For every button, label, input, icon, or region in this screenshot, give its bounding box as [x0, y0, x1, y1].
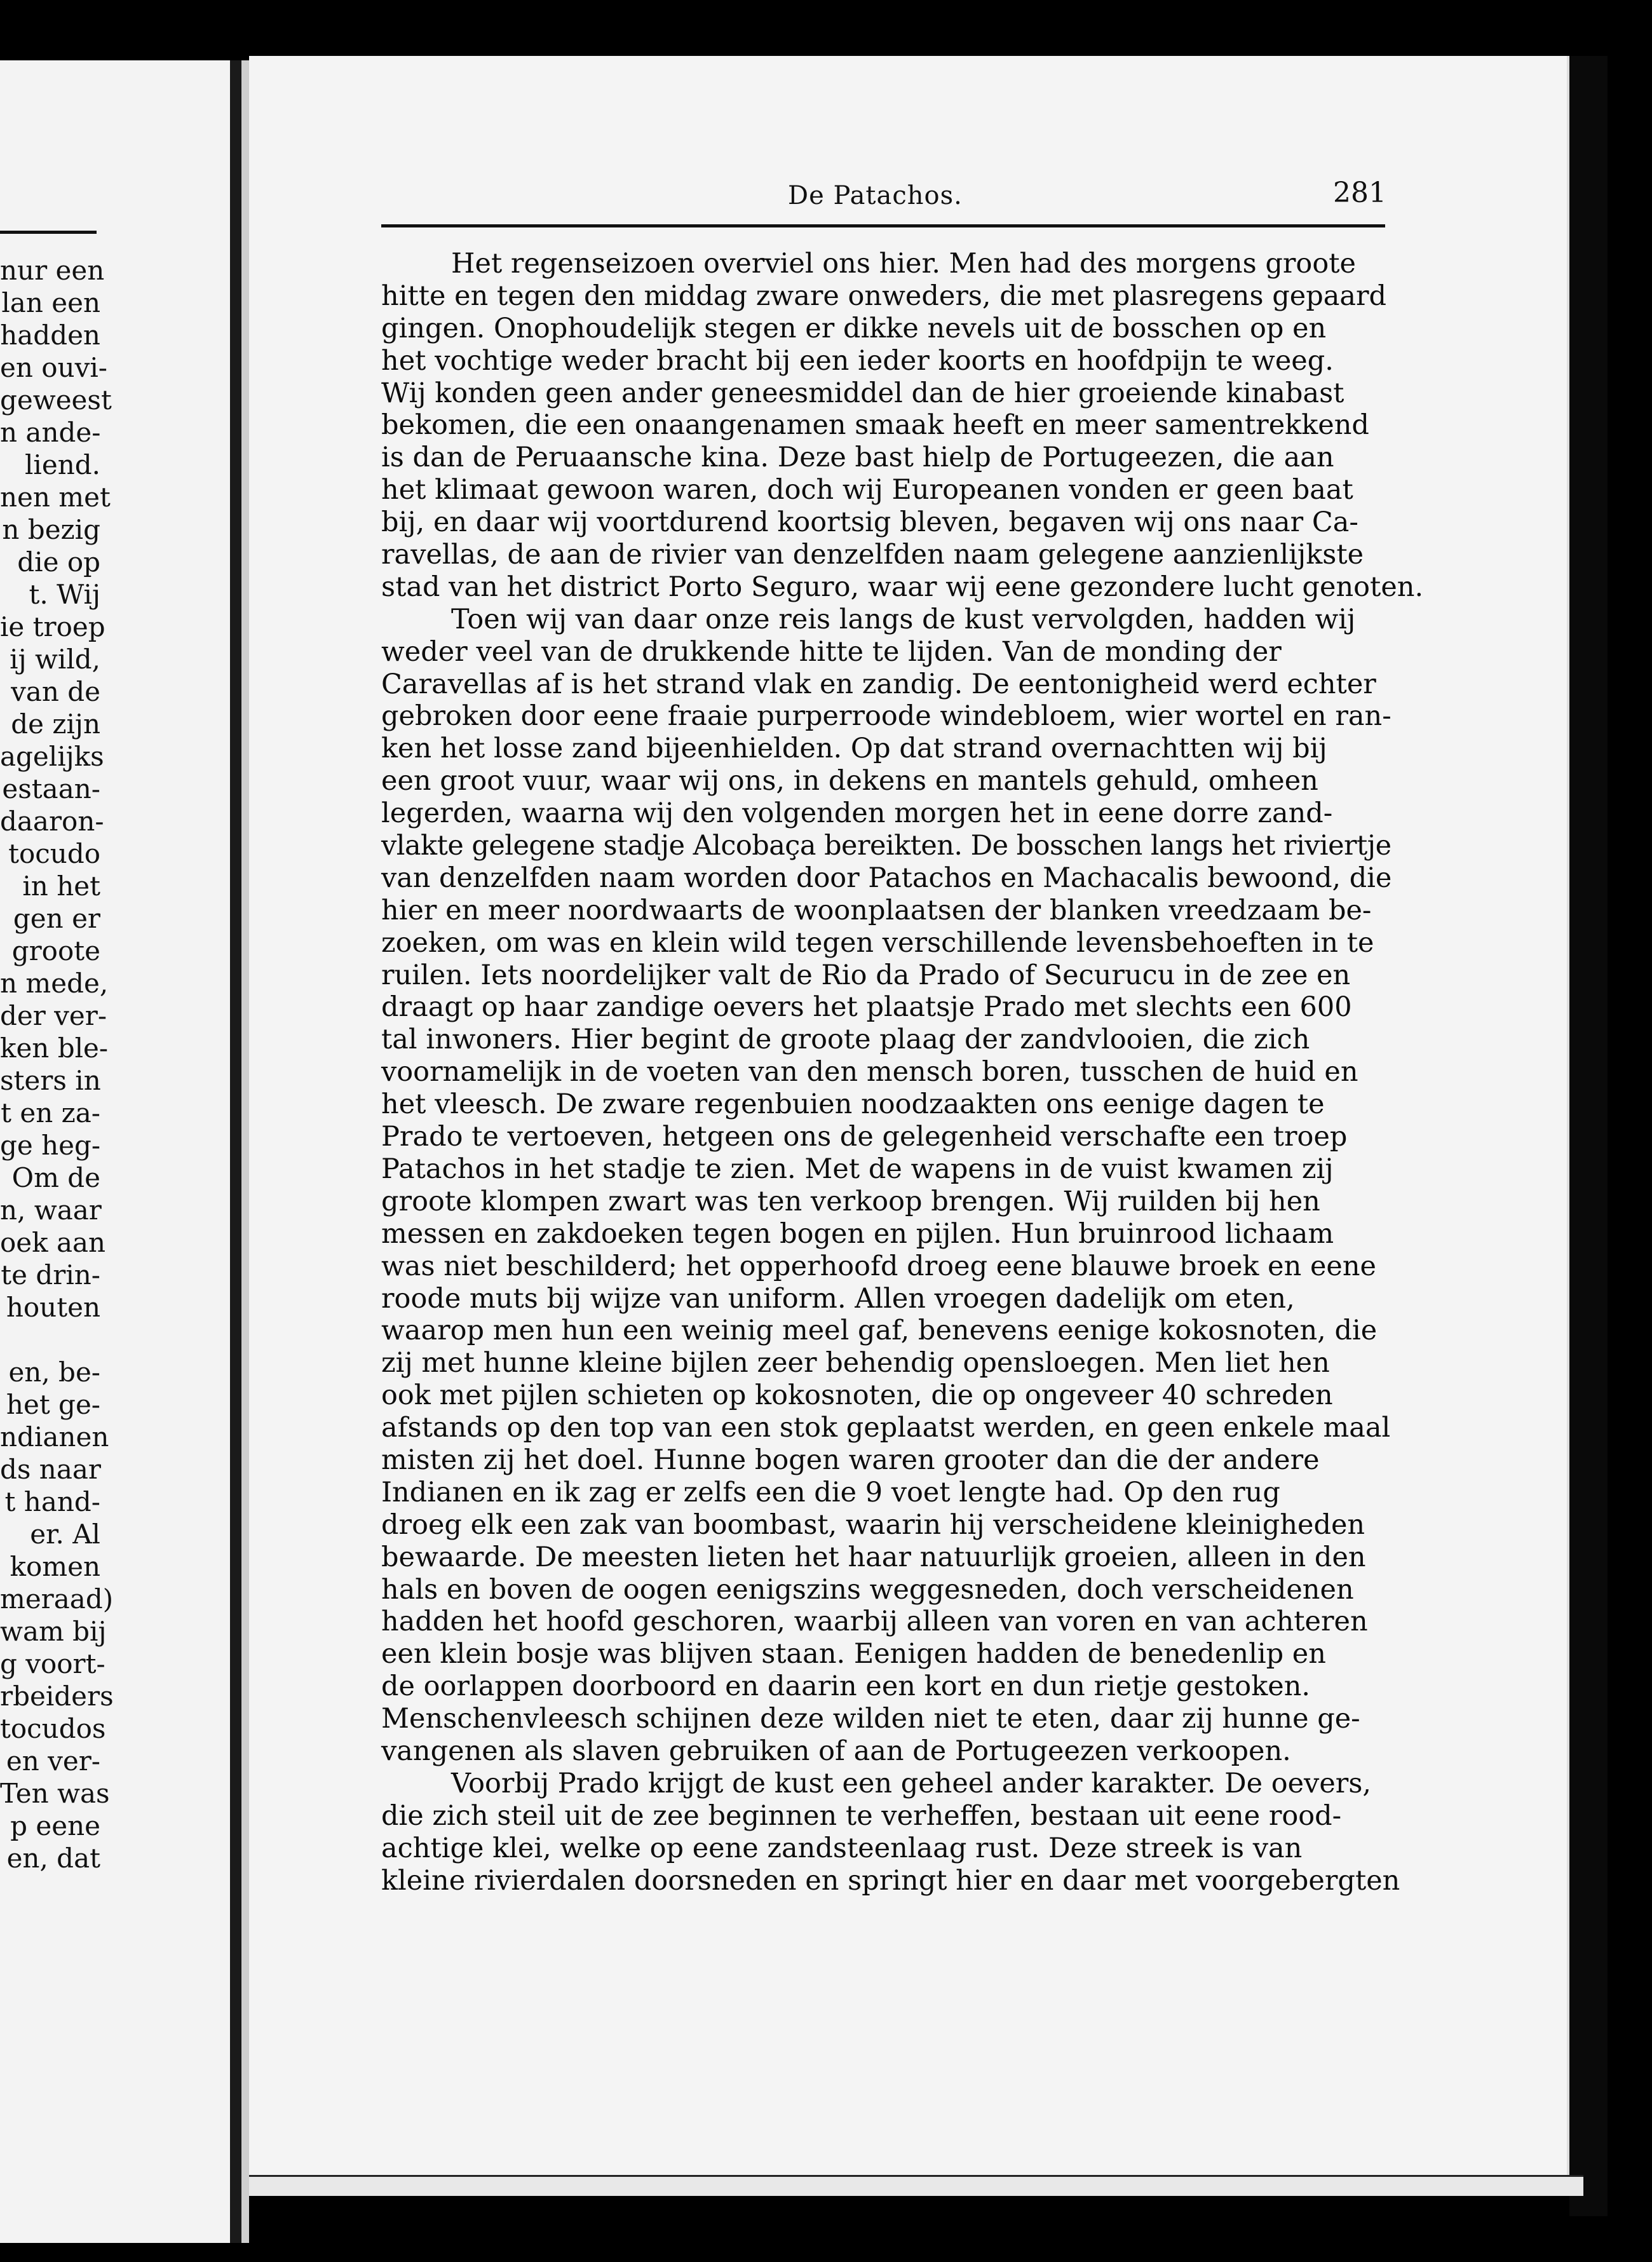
previous-page-line: ge heg- — [0, 1130, 101, 1161]
previous-page-line: en, be- — [8, 1357, 100, 1388]
body-line: hals en boven de oogen eenigszins weggesneden, doch verscheidenen — [381, 1573, 1354, 1606]
previous-page-line — [0, 1324, 100, 1356]
body-line: het vochtige weder bracht bij een ieder koorts en hoofdpijn te weeg. — [381, 344, 1334, 377]
body-text — [381, 248, 1424, 1897]
body-line: een klein bosje was blijven staan. Eenigen hadden de benedenlip en — [381, 1638, 1326, 1670]
previous-page-line: liend. — [24, 449, 100, 480]
previous-page-line: Ten was — [0, 1778, 110, 1809]
body-line: een groot vuur, waar wij ons, in dekens en mantels gehuld, omheen — [381, 765, 1318, 797]
body-line: bekomen, die een onaangenamen smaak heeft en meer samentrekkend — [381, 409, 1369, 442]
previous-page-line: t hand- — [4, 1486, 100, 1517]
previous-page-line: t. Wij — [29, 579, 100, 610]
body-line: hitte en tegen den middag zware onweders, die met plasregens gepaard — [381, 280, 1387, 312]
body-line: zij met hunne kleine bijlen zeer behendig opensloegen. Men liet hen — [381, 1347, 1330, 1379]
previous-page-line: ij wild, — [10, 644, 100, 675]
body-line: afstands op den top van een stok geplaatst werden, en geen enkele maal — [381, 1412, 1391, 1444]
previous-page-line: n mede, — [0, 968, 109, 999]
body-line: Menschenvleesch schijnen deze wilden niet te eten, daar zij hunne ge- — [381, 1703, 1360, 1735]
book-gutter — [230, 60, 241, 2243]
body-line: Prado te vertoeven, hetgeen ons de gelegenheid verschafte een troep — [381, 1121, 1348, 1153]
body-line: vlakte gelegene stadje Alcobaça bereikten. De bosschen langs het riviertje — [381, 830, 1391, 862]
body-line: draagt op haar zandige oevers het plaatsje Prado met slechts een 600 — [381, 991, 1352, 1024]
previous-page-line: sters in — [0, 1065, 101, 1096]
body-line: Toen wij van daar onze reis langs de kust vervolgden, hadden wij — [451, 603, 1356, 635]
previous-page-line: wam bij — [0, 1616, 107, 1647]
previous-page-line: van de — [11, 676, 100, 707]
previous-page-header-rule — [0, 231, 97, 234]
previous-page-line: ndianen — [0, 1421, 109, 1453]
body-line: het klimaat gewoon waren, doch wij Europeanen vonden er geen baat — [381, 474, 1353, 506]
previous-page-line: ds naar — [0, 1454, 101, 1485]
page-bottom-edge — [249, 2175, 1583, 2196]
previous-page-line: en, dat — [6, 1843, 100, 1874]
previous-page-line: n ande- — [0, 417, 101, 448]
previous-page-line: Om de — [11, 1162, 100, 1193]
previous-page-line: groote — [11, 935, 100, 966]
previous-page-line: in het — [22, 870, 100, 902]
previous-page-line: t en za- — [1, 1097, 100, 1128]
body-line: het vleesch. De zware regenbuien noodzaakten ons eenige dagen te — [381, 1088, 1325, 1121]
previous-page-line: hadden — [0, 320, 100, 351]
previous-page-line: lan een — [1, 287, 100, 318]
gutter-highlight — [241, 60, 249, 2243]
body-line: Wij konden geen ander geneesmiddel dan de hier groeiende kinabast — [381, 377, 1344, 409]
previous-page-line: nur een — [0, 255, 105, 286]
previous-page-line: geweest — [0, 384, 112, 416]
body-line: weder veel van de drukkende hitte te lijden. Van de monding der — [381, 635, 1282, 668]
previous-page-line: estaan- — [2, 773, 100, 804]
previous-page-line: nen met — [0, 482, 111, 513]
header-rule — [381, 224, 1385, 227]
page-edge-shadow — [1569, 56, 1608, 2216]
previous-page-line: n, waar — [0, 1195, 102, 1226]
body-line: Caravellas af is het strand vlak en zandig. De eentonigheid werd echter — [381, 668, 1376, 700]
body-line: was niet beschilderd; het opperhoofd droeg eene blauwe broek en eene — [381, 1250, 1376, 1282]
body-line: gingen. Onophoudelijk stegen er dikke nevels uit de bosschen op en — [381, 312, 1327, 344]
previous-page-line: en ouvi- — [0, 352, 107, 383]
previous-page-line: ie troep — [0, 611, 105, 642]
body-line: kleine rivierdalen doorsneden en springt hier en daar met voorgebergten — [381, 1864, 1400, 1897]
previous-page-line: ken ble- — [0, 1033, 109, 1064]
previous-page-line: meraad) — [0, 1583, 114, 1615]
previous-page-line: n bezig — [2, 514, 100, 545]
previous-page-line: houten — [6, 1292, 100, 1323]
body-line: is dan de Peruaansche kina. Deze bast hielp de Portugeezen, die aan — [381, 442, 1334, 474]
body-line: legerden, waarna wij den volgenden morgen het in eene dorre zand- — [381, 797, 1333, 830]
body-line: bij, en daar wij voortdurend koortsig bleven, begaven wij ons naar Ca- — [381, 506, 1358, 539]
previous-page-line: komen — [10, 1551, 100, 1582]
body-line: van denzelfden naam worden door Patachos en Machacalis bewoond, die — [381, 862, 1392, 894]
body-line: hier en meer noordwaarts de woonplaatsen der blanken vreedzaam be- — [381, 894, 1372, 926]
previous-page-line: g voort- — [0, 1648, 105, 1679]
body-line: messen en zakdoeken tegen bogen en pijlen. Hun bruinrood lichaam — [381, 1217, 1334, 1250]
previous-page-line: er. Al — [30, 1519, 100, 1550]
body-line: voornamelijk in de voeten van den mensch boren, tusschen de huid en — [381, 1056, 1358, 1088]
body-line: Patachos in het stadje te zien. Met de wapens in de vuist kwamen zij — [381, 1153, 1334, 1185]
body-line: ken het losse zand bijeenhielden. Op dat strand overnachtten wij bij — [381, 733, 1327, 765]
running-title: De Patachos. — [788, 181, 963, 210]
previous-page-line: oek aan — [0, 1227, 106, 1258]
body-line: ruilen. Iets noordelijker valt de Rio da Prado of Securucu in de zee en — [381, 959, 1351, 991]
body-line: vangenen als slaven gebruiken of aan de Portugeezen verkoopen. — [381, 1735, 1291, 1767]
previous-page-line: die op — [17, 546, 100, 578]
previous-page-line: agelijks — [0, 741, 104, 772]
body-line: gebroken door eene fraaie purperroode windebloem, wier wortel en ran- — [381, 700, 1391, 733]
body-line: bewaarde. De meesten lieten het haar natuurlijk groeien, alleen in den — [381, 1541, 1366, 1573]
previous-page-line: gen er — [13, 903, 100, 934]
body-line: stad van het district Porto Seguro, waar wij eene gezondere lucht genoten. — [381, 571, 1424, 603]
previous-page-edge — [0, 60, 232, 2243]
body-line: tal inwoners. Hier begint de groote plaag der zandvlooien, die zich — [381, 1024, 1310, 1056]
previous-page-line: rbeiders — [0, 1681, 114, 1712]
previous-page-line: tocudos — [0, 1713, 106, 1744]
body-line: waarop men hun een weinig meel gaf, benevens eenige kokosnoten, die — [381, 1315, 1378, 1347]
body-line: droeg elk een zak van boombast, waarin hij verscheidene kleinigheden — [381, 1508, 1365, 1541]
body-line: Indianen en ik zag er zelfs een die 9 voet lengte had. Op den rug — [381, 1476, 1280, 1508]
body-line: de oorlappen doorboord en daarin een kort en dun rietje gestoken. — [381, 1670, 1311, 1703]
previous-page-line: het ge- — [6, 1389, 100, 1420]
body-line: ook met pijlen schieten op kokosnoten, die op ongeveer 40 schreden — [381, 1379, 1333, 1412]
body-line: roode muts bij wijze van uniform. Allen vroegen dadelijk om eten, — [381, 1282, 1295, 1315]
body-line: groote klompen zwart was ten verkoop brengen. Wij ruilden bij hen — [381, 1185, 1320, 1217]
body-line: misten zij het doel. Hunne bogen waren grooter dan die der andere — [381, 1444, 1320, 1476]
body-line: hadden het hoofd geschoren, waarbij alleen van voren en van achteren — [381, 1606, 1368, 1638]
previous-page-line: de zijn — [11, 708, 100, 740]
previous-page-line: tocudo — [8, 838, 100, 869]
previous-page-text — [0, 254, 114, 1874]
body-line: die zich steil uit de zee beginnen te verheffen, bestaan uit eene rood- — [381, 1799, 1342, 1832]
previous-page-line: daaron- — [0, 806, 104, 837]
previous-page-line: te drin- — [1, 1259, 100, 1290]
previous-page-line: der ver- — [0, 1000, 107, 1031]
body-line: Het regenseizoen overviel ons hier. Men had des morgens groote — [451, 248, 1356, 280]
page-number: 281 — [1333, 177, 1386, 209]
body-line: zoeken, om was en klein wild tegen verschillende levensbehoeften in te — [381, 926, 1374, 959]
body-line: achtige klei, welke op eene zandsteenlaag rust. Deze streek is van — [381, 1832, 1303, 1864]
previous-page-line: p eene — [10, 1810, 100, 1841]
body-line: ravellas, de aan de rivier van denzelfden naam gelegene aanzienlijkste — [381, 539, 1364, 571]
body-line: Voorbij Prado krijgt de kust een geheel ander karakter. De oevers, — [451, 1767, 1372, 1799]
previous-page-line: en ver- — [6, 1745, 100, 1777]
